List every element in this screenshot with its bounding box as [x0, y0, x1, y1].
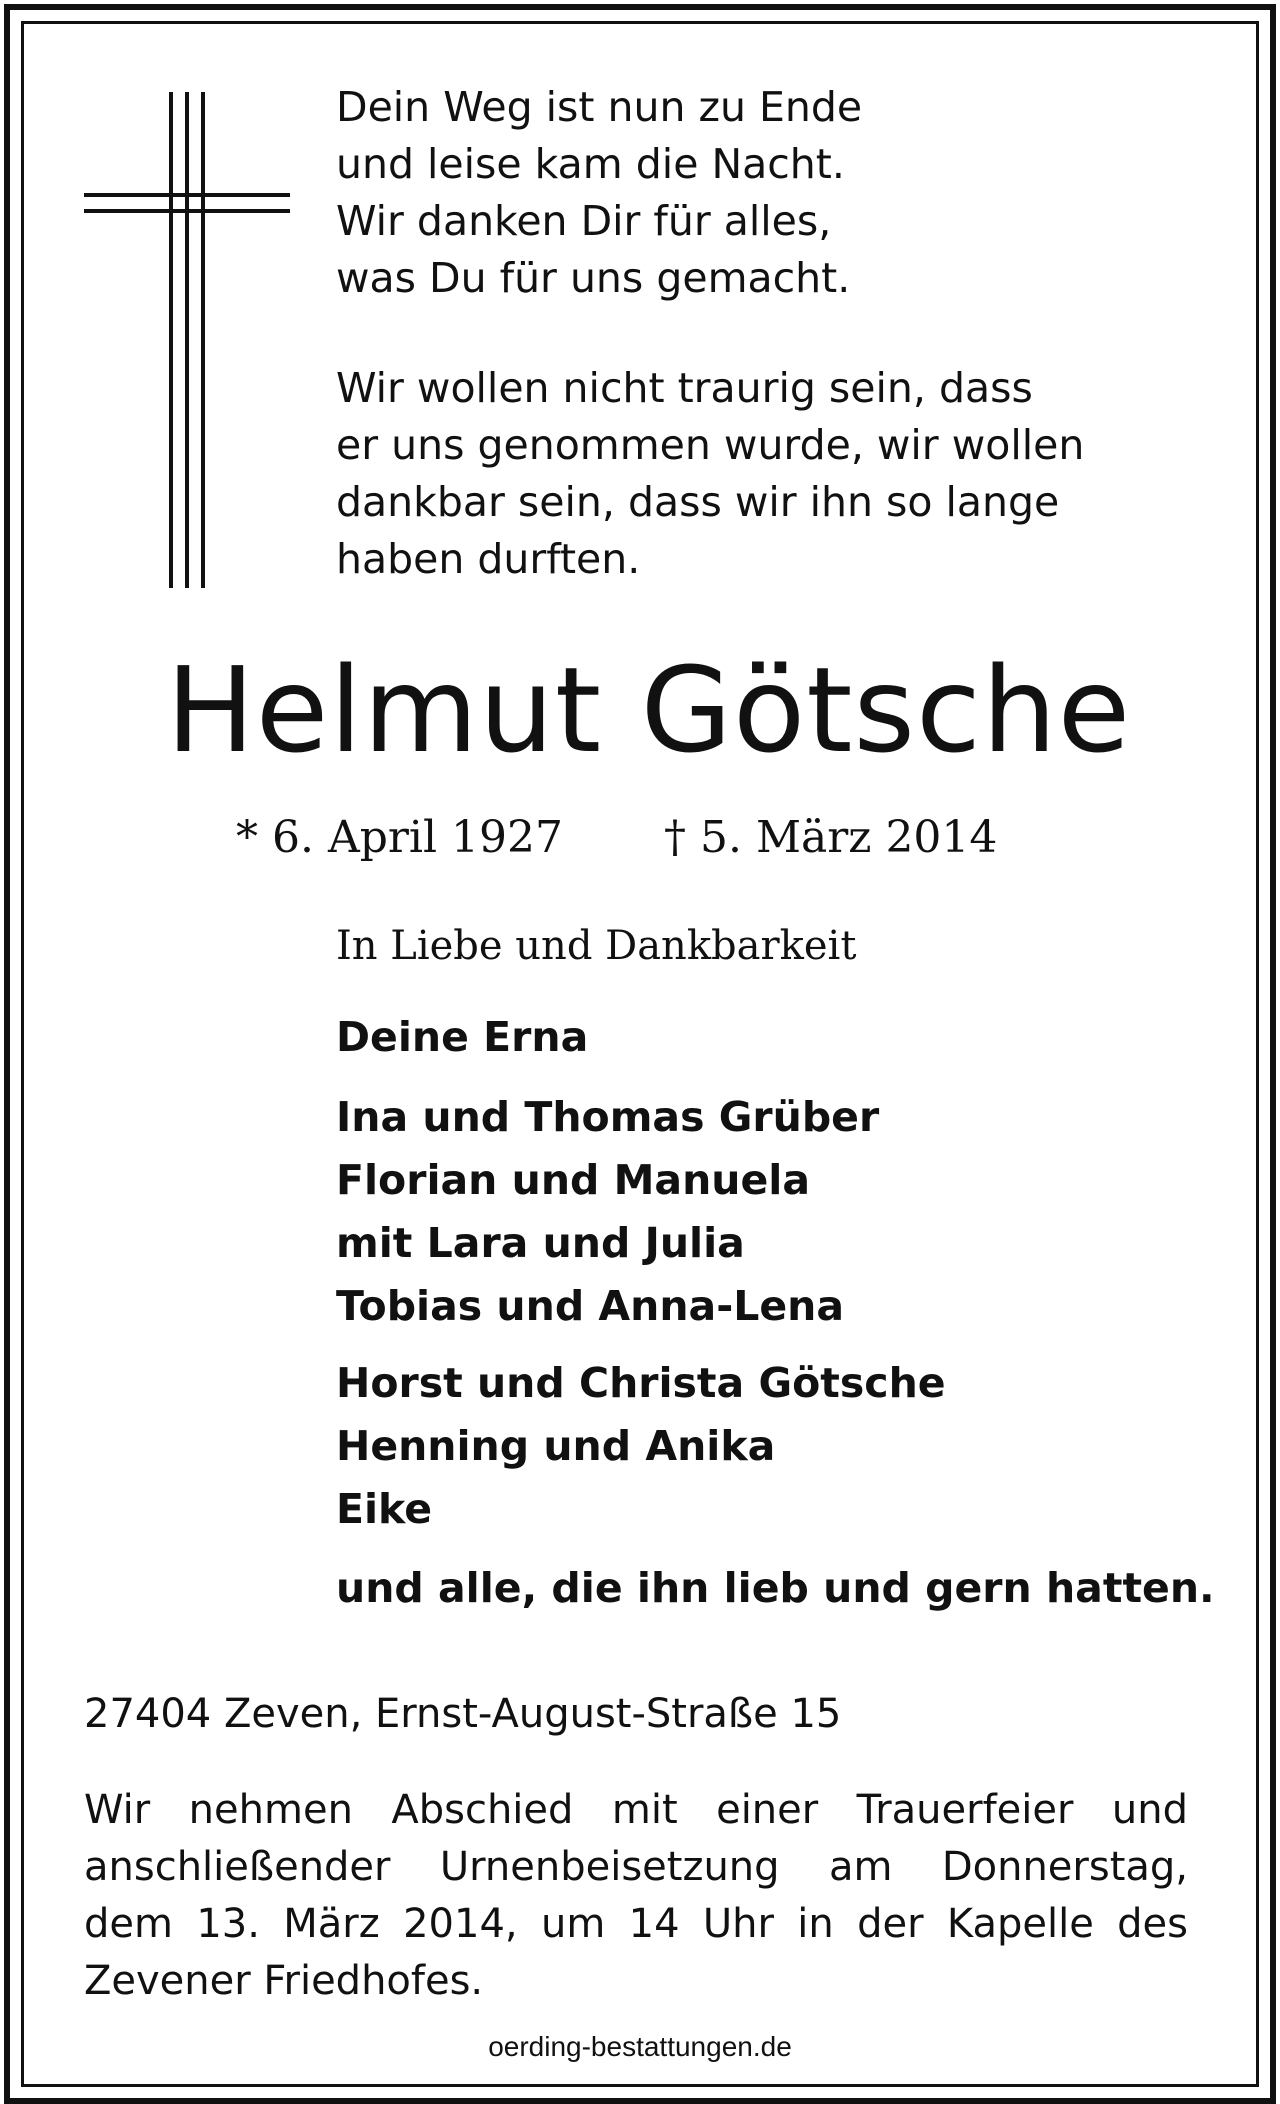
mourner-line: Henning und Anika	[336, 1422, 776, 1470]
verse-stanza-1	[336, 79, 1188, 307]
mourner-group-spouse	[336, 1006, 588, 1069]
mourner-line: mit Lara und Julia	[336, 1219, 745, 1267]
mourner-group-gotsche	[336, 1352, 946, 1541]
address: 27404 Zeven, Ernst-August-Straße 15	[84, 1691, 842, 1737]
ceremony-line: Zevener Friedhofes.	[84, 1958, 484, 2004]
mourner-group-others	[336, 1557, 1215, 1620]
birth-date: * 6. April 1927	[236, 812, 564, 863]
ceremony-line: Wir nehmen Abschied mit einer Trauerfeier und	[84, 1787, 1188, 1833]
mourner-line: und alle, die ihn lieb und gern hatten.	[336, 1564, 1215, 1612]
verse-line: Dein Weg ist nun zu Ende	[336, 83, 863, 131]
source-credit: oerding-bestattungen.de	[488, 2031, 792, 2062]
verse-line: dankbar sein, dass wir ihn so lange	[336, 478, 1060, 526]
verse-line: haben durften.	[336, 535, 641, 583]
verse-line: was Du für uns gemacht.	[336, 254, 851, 302]
verse-line: Wir danken Dir für alles,	[336, 197, 832, 245]
mourner-line: Deine Erna	[336, 1013, 589, 1061]
mourner-group-gruber	[336, 1086, 879, 1338]
verse-stanza-2	[336, 360, 1188, 588]
mourners-intro: In Liebe und Dankbarkeit	[336, 923, 857, 969]
ceremony-line: anschließender Urnenbeisetzung am Donnerstag,	[84, 1844, 1188, 1890]
ceremony-line: dem 13. März 2014, um 14 Uhr in der Kapelle des	[84, 1901, 1188, 1947]
cross-icon	[84, 92, 290, 588]
mourner-line: Florian und Manuela	[336, 1156, 811, 1204]
mourner-line: Tobias und Anna-Lena	[336, 1282, 845, 1330]
mourner-line: Eike	[336, 1485, 433, 1533]
verse-line: Wir wollen nicht traurig sein, dass	[336, 364, 1033, 412]
deceased-name: Helmut Götsche	[166, 641, 1132, 779]
mourner-line: Ina und Thomas Grüber	[336, 1093, 880, 1141]
verse-line: er uns genommen wurde, wir wollen	[336, 421, 1085, 469]
mourner-line: Horst und Christa Götsche	[336, 1359, 946, 1407]
verse-line: und leise kam die Nacht.	[336, 140, 845, 188]
death-date: † 5. März 2014	[664, 812, 998, 863]
ceremony-notice	[84, 1782, 1188, 2010]
